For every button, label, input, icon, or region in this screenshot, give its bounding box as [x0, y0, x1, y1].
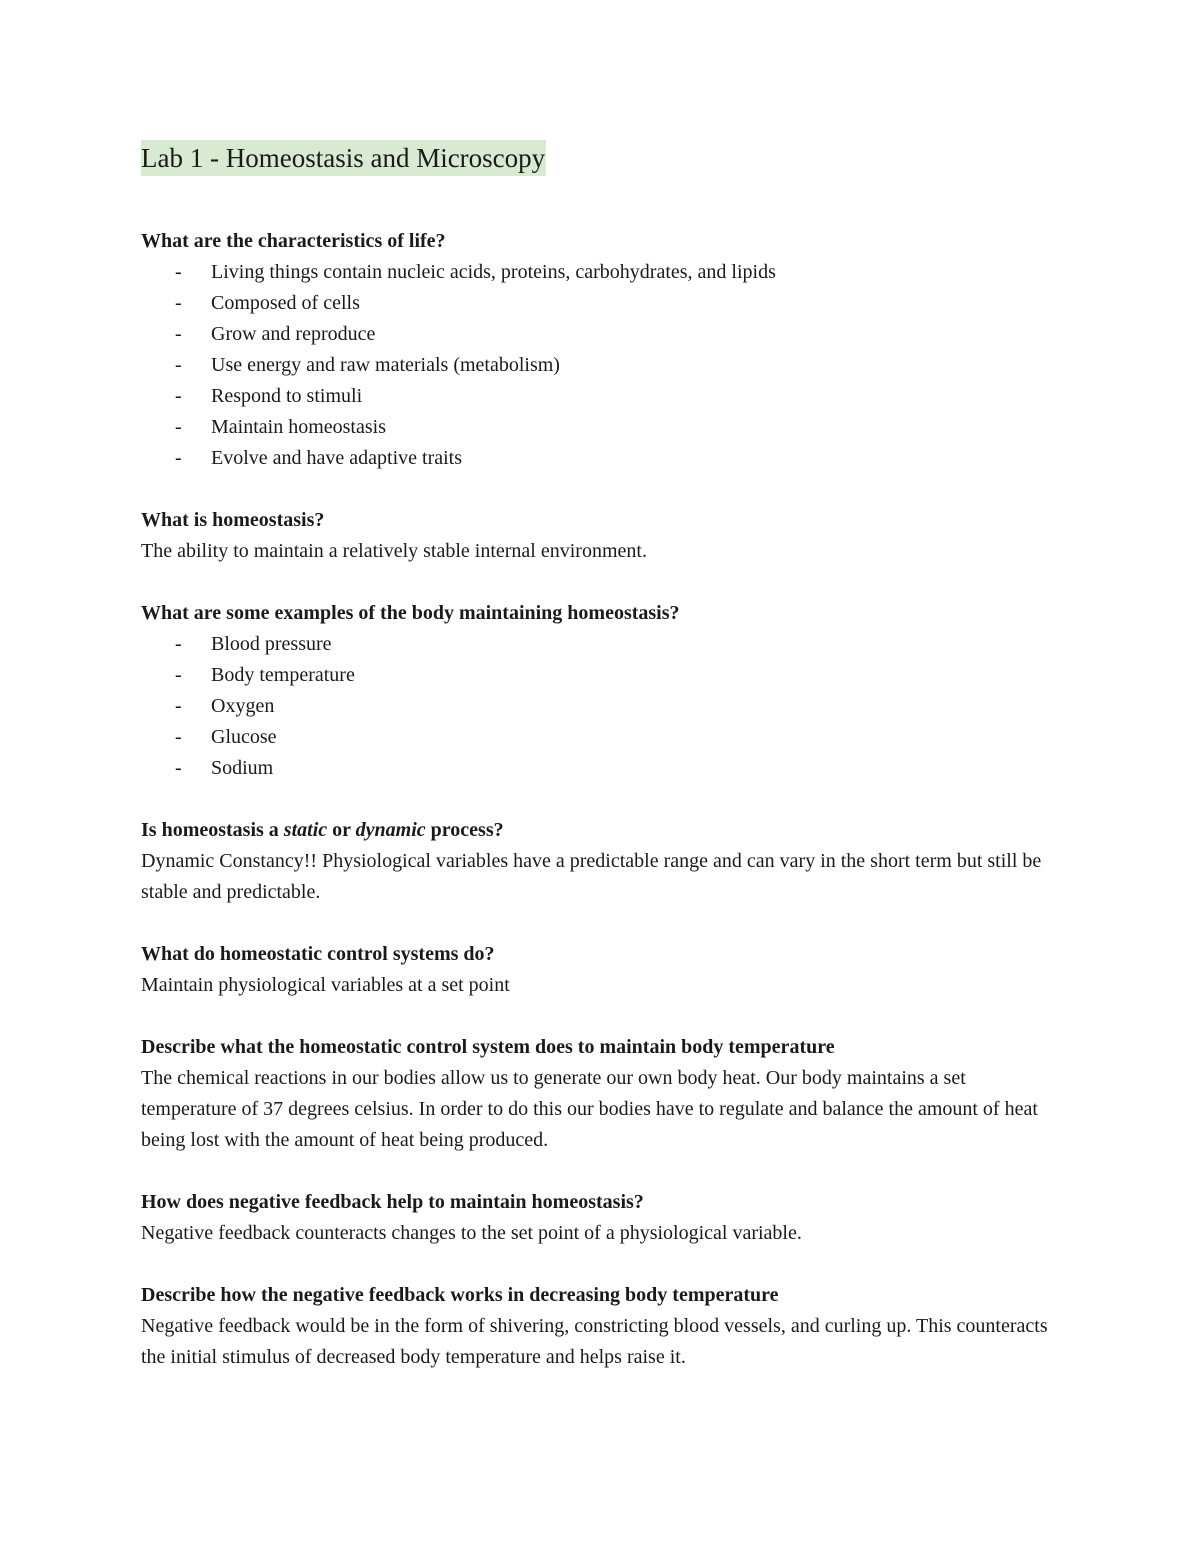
list-item [141, 691, 1061, 722]
question-control-systems: What do homeostatic control systems do? [141, 943, 495, 965]
list-item-text: Maintain homeostasis [211, 416, 386, 438]
list-item [141, 350, 1061, 381]
list-item-text: Respond to stimuli [211, 385, 363, 407]
list-item-text: Use energy and raw materials (metabolism) [211, 354, 560, 376]
list-item-text: Composed of cells [211, 292, 360, 314]
list-item [141, 753, 1061, 784]
list-item-text: Living things contain nucleic acids, proteins, carbohydrates, and lipids [211, 261, 776, 283]
list-item-text: Grow and reproduce [211, 323, 376, 345]
dash-bullet: - [175, 354, 182, 376]
question-text-part: Is homeostasis a [141, 819, 284, 841]
list-examples [141, 629, 1061, 784]
answer-negative-feedback: Negative feedback counteracts changes to the set point of a physiological variable. [141, 1222, 802, 1244]
section-negative-feedback [141, 1187, 1061, 1249]
section-body-temperature [141, 1032, 1061, 1156]
answer-static-dynamic: Dynamic Constancy!! Physiological variables have a predictable range and can vary in the short term but still be stable and predictable. [141, 850, 1042, 903]
section-homeostasis-definition [141, 505, 1061, 567]
section-examples [141, 598, 1061, 784]
list-item [141, 412, 1061, 443]
answer-body-temperature: The chemical reactions in our bodies allow us to generate our own body heat. Our body maintains a set temperature of 37 degrees celsius. In order to do this our bodies have to regulate and balance the amount of heat being lost with the amount of heat being produced. [141, 1067, 1038, 1151]
list-item-text: Blood pressure [211, 633, 332, 655]
list-item [141, 381, 1061, 412]
document-page [141, 140, 1061, 1404]
question-body-temperature: Describe what the homeostatic control system does to maintain body temperature [141, 1036, 835, 1058]
title-wrapper [141, 140, 1061, 176]
page-title: Lab 1 - Homeostasis and Microscopy [141, 140, 546, 176]
list-item [141, 629, 1061, 660]
section-characteristics [141, 226, 1061, 474]
dash-bullet: - [175, 757, 182, 779]
answer-control-systems: Maintain physiological variables at a set point [141, 974, 510, 996]
emphasis-static: static [283, 819, 328, 841]
list-item-text: Oxygen [211, 695, 275, 717]
answer-homeostasis-definition: The ability to maintain a relatively stable internal environment. [141, 540, 647, 562]
dash-bullet: - [175, 385, 182, 407]
question-negative-feedback: How does negative feedback help to maintain homeostasis? [141, 1191, 644, 1213]
question-static-dynamic [141, 815, 1061, 846]
dash-bullet: - [175, 726, 182, 748]
list-characteristics [141, 257, 1061, 474]
dash-bullet: - [175, 416, 182, 438]
list-item-text: Body temperature [211, 664, 355, 686]
list-item-text: Evolve and have adaptive traits [211, 447, 463, 469]
question-text-part: or [327, 819, 356, 841]
list-item-text: Glucose [211, 726, 277, 748]
dash-bullet: - [175, 447, 182, 469]
dash-bullet: - [175, 292, 182, 314]
question-decreasing-temperature: Describe how the negative feedback works in decreasing body temperature [141, 1284, 779, 1306]
dash-bullet: - [175, 664, 182, 686]
list-item [141, 443, 1061, 474]
section-static-dynamic [141, 815, 1061, 908]
list-item [141, 722, 1061, 753]
dash-bullet: - [175, 633, 182, 655]
question-text-part: process? [425, 819, 504, 841]
list-item [141, 257, 1061, 288]
list-item [141, 319, 1061, 350]
emphasis-dynamic: dynamic [355, 819, 426, 841]
answer-decreasing-temperature: Negative feedback would be in the form of shivering, constricting blood vessels, and curling up. This counteracts the initial stimulus of decreased body temperature and helps raise it. [141, 1315, 1048, 1368]
section-control-systems [141, 939, 1061, 1001]
question-examples: What are some examples of the body maintaining homeostasis? [141, 602, 680, 624]
dash-bullet: - [175, 323, 182, 345]
question-characteristics: What are the characteristics of life? [141, 230, 446, 252]
section-decreasing-temperature [141, 1280, 1061, 1373]
dash-bullet: - [175, 261, 182, 283]
question-homeostasis-definition: What is homeostasis? [141, 509, 325, 531]
list-item-text: Sodium [211, 757, 274, 779]
list-item [141, 660, 1061, 691]
dash-bullet: - [175, 695, 182, 717]
list-item [141, 288, 1061, 319]
